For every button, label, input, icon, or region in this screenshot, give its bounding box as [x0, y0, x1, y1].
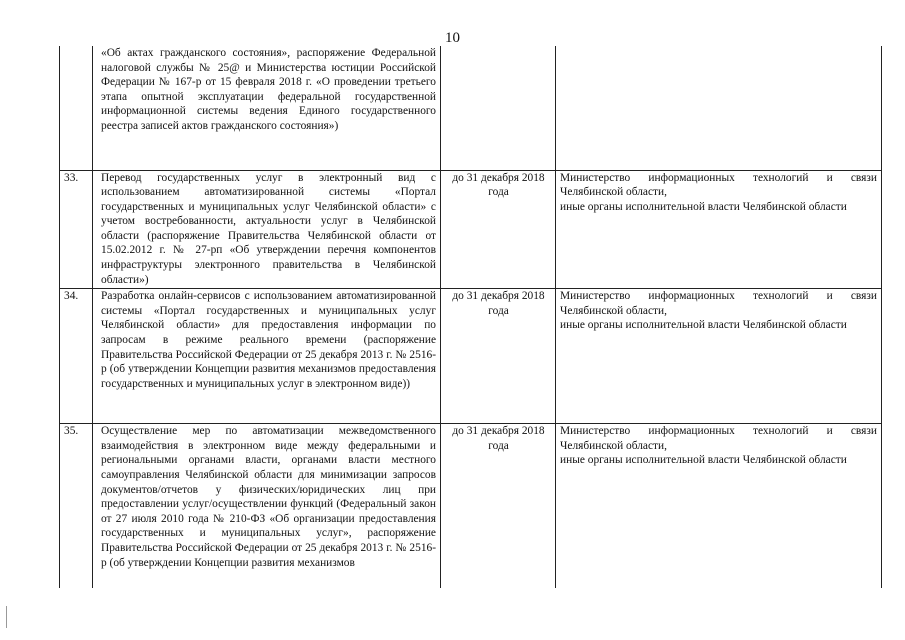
measure-description: Перевод государственных услуг в электронный вид с использованием автоматизированной системы «Портал государственных и муниципальных услуг Челябинской области» с учетом востребованности, актуальности услуг в Челябинской области (распоряжение Правительства Челябинской области от 15.02.2012 г. № 27-рп «Об утверждении перечня компонентов инфраструктуры электронного правительства в Челябинской области») — [93, 170, 441, 289]
deadline: до 31 декабря 2018 года — [441, 289, 556, 424]
page-number: 10 — [445, 30, 460, 46]
table-row — [60, 46, 882, 170]
table-row — [60, 170, 882, 289]
measure-description: Разработка онлайн-сервисов с использованием автоматизированной системы «Портал государственных и муниципальных услуг Челябинской области» для предоставления информации по запросам в режиме реального времени (распоряжение Правительства Российской Федерации от 25 декабря 2013 г. № 2516-р (об утверждении Концепции развития механизмов предоставления государственных и муниципальных услуг в электронном виде)) — [93, 289, 441, 424]
deadline: до 31 декабря 2018 года — [441, 424, 556, 588]
table-row — [60, 424, 882, 588]
deadline: до 31 декабря 2018 года — [441, 170, 556, 289]
deadline — [441, 46, 556, 170]
scan-artifact — [6, 606, 7, 628]
row-number: 35. — [60, 424, 93, 588]
row-number — [60, 46, 93, 170]
responsible: Министерство информационных технологий и связи Челябинской области, иные органы исполнительной власти Челябинской области — [556, 170, 882, 289]
row-number: 33. — [60, 170, 93, 289]
row-number: 34. — [60, 289, 93, 424]
measure-description: Осуществление мер по автоматизации межведомственного взаимодействия в электронном виде между федеральными и региональными органами власти, органами власти местного самоуправления Челябинской области для минимизации запросов документов/отчетов у физических/юридических лиц при предоставлении услуг/осуществлении функций (Федеральный закон от 27 июля 2010 года № 210-ФЗ «Об организации предоставления государственных и муниципальных услуг», распоряжение Правительства Российской Федерации от 25 декабря 2013 г. № 2516-р (об утверждении Концепции развития механизмов — [93, 424, 441, 588]
responsible: Министерство информационных технологий и связи Челябинской области, иные органы исполнительной власти Челябинской области — [556, 289, 882, 424]
measure-description: «Об актах гражданского состояния», распоряжение Федеральной налоговой службы № 25@ и Министерства юстиции Российской Федерации № 167-р от 15 февраля 2018 г. «О проведении третьего этапа опытной эксплуатации федеральной государственной информационной системы ведения Единого государственного реестра записей актов гражданского состояния») — [93, 46, 441, 170]
table-row — [60, 289, 882, 424]
measures-table — [59, 46, 882, 588]
responsible: Министерство информационных технологий и связи Челябинской области, иные органы исполнительной власти Челябинской области — [556, 424, 882, 588]
responsible — [556, 46, 882, 170]
